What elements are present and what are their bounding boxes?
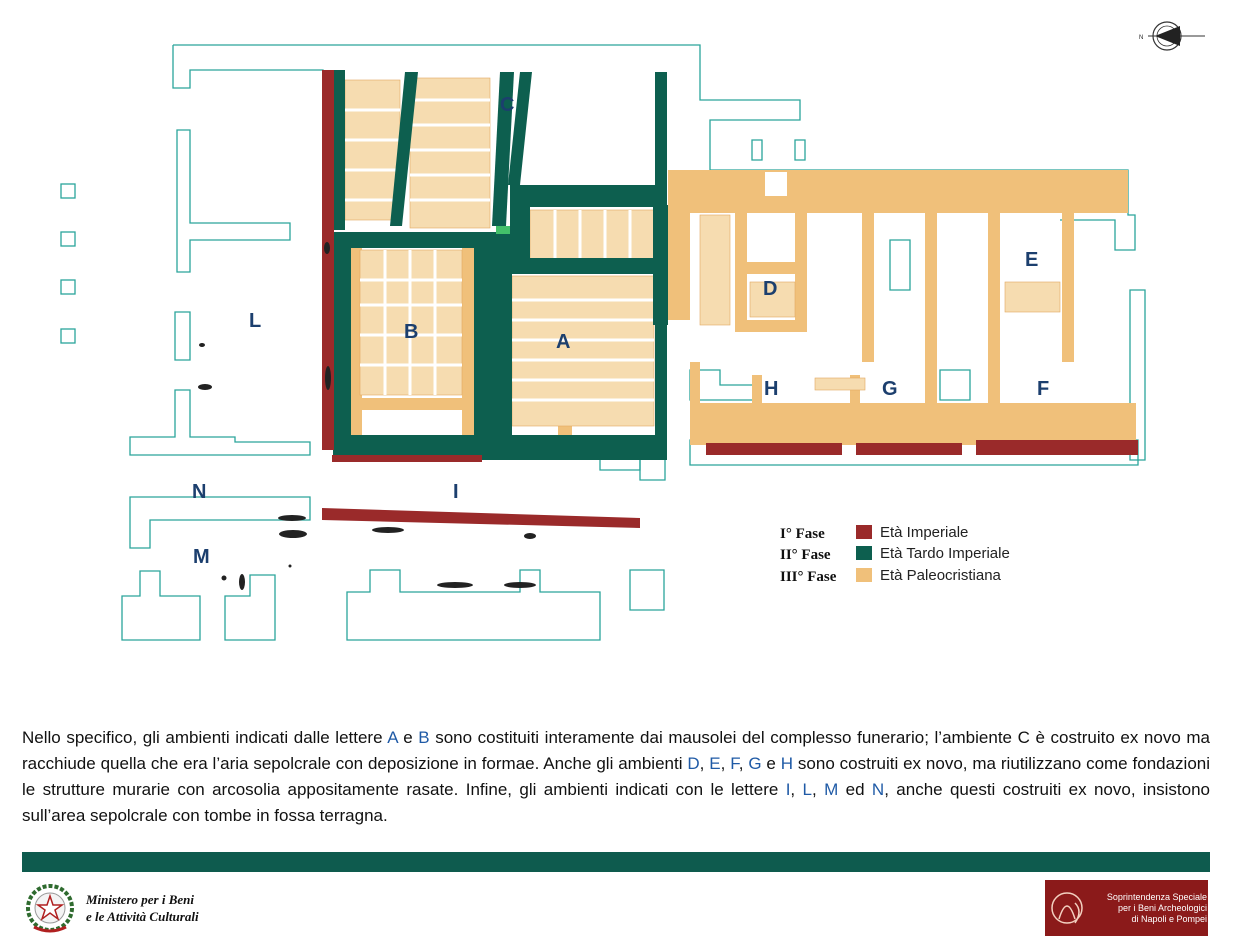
ministry-name <box>86 891 199 925</box>
legend-swatch-3 <box>856 568 872 582</box>
room-label-e: E <box>1025 249 1039 271</box>
sopr-line-2: per i Beni Archeologici <box>1117 902 1207 913</box>
desc-sep: , <box>699 754 710 773</box>
green-marker <box>496 226 510 234</box>
ref-i: I <box>785 780 791 799</box>
sopr-line-3: di Napoli e Pompei <box>1131 913 1207 924</box>
ministry-logo <box>24 880 199 936</box>
legend-swatch-2 <box>856 546 872 560</box>
ref-f: F <box>730 754 739 773</box>
ref-g: G <box>748 754 762 773</box>
desc-part: sono costituiti interamente dai mausolei del complesso funerario; l’ambiente C è costruito ex novo ma racchiude quella che era l’aria sepolcrale con deposizione in formae. Anche gli ambienti <box>22 728 1210 773</box>
ref-e: E <box>709 754 721 773</box>
room-label-m: M <box>193 546 210 568</box>
legend-era-3: Età Paleocristiana <box>880 567 1001 584</box>
desc-part: e <box>397 728 419 747</box>
formae-grids <box>345 78 1060 426</box>
room-label-n: N <box>192 481 207 503</box>
outline-pillars <box>61 184 75 343</box>
desc-sep: ed <box>838 780 872 799</box>
sopr-line-1: Soprintendenza Speciale <box>1106 891 1207 902</box>
desc-sep: , <box>738 754 749 773</box>
legend-phase-2: II° Fase <box>780 547 831 563</box>
room-label-d: D <box>763 278 778 300</box>
ref-n: N <box>871 780 885 799</box>
ref-m: M <box>824 780 839 799</box>
ref-h: H <box>780 754 794 773</box>
legend-era-2: Età Tardo Imperiale <box>880 545 1010 562</box>
desc-part: Nello specifico, gli ambienti indicati dalle lettere <box>22 728 388 747</box>
room-label-f: F <box>1037 378 1050 400</box>
legend <box>780 524 1010 585</box>
ministry-line-2: e le Attività Culturali <box>86 909 199 924</box>
footer-band <box>22 852 1210 872</box>
soprintendenza-name <box>1097 892 1207 925</box>
ref-l: L <box>802 780 812 799</box>
room-label-c: C <box>500 94 515 116</box>
room-label-i: I <box>453 481 459 503</box>
italian-emblem-icon <box>24 881 76 935</box>
legend-phase-1: I° Fase <box>780 526 825 542</box>
ref-a: A <box>387 728 398 747</box>
room-label-b: B <box>404 321 419 343</box>
desc-sep: e <box>761 754 781 773</box>
room-label-l: L <box>249 310 262 332</box>
desc-part: , anche questi costruiti ex novo, insistono sull’area sepolcrale con tombe in fossa terragna. <box>22 780 1211 825</box>
desc-part: sono costruiti ex novo, ma riutilizzano come fondazioni le strutture murarie con arcosolia appositamente rasate. Infine, gli ambienti indicati con le lettere <box>22 754 1211 799</box>
soprintendenza-emblem-icon <box>1045 883 1091 933</box>
compass-letter: N <box>1139 35 1144 41</box>
legend-era-1: Età Imperiale <box>880 524 969 541</box>
desc-sep: , <box>720 754 731 773</box>
desc-sep: , <box>811 780 825 799</box>
room-label-a: A <box>556 331 571 353</box>
room-label-h: H <box>764 378 779 400</box>
description-text <box>22 725 1210 829</box>
room-label-g: G <box>882 378 898 400</box>
desc-sep: , <box>790 780 803 799</box>
ref-b: B <box>418 728 430 747</box>
compass-icon <box>1139 22 1205 50</box>
legend-swatch-1 <box>856 525 872 539</box>
ministry-line-1: Ministero per i Beni <box>86 892 194 907</box>
soprintendenza-logo <box>1045 880 1208 936</box>
legend-phase-3: III° Fase <box>780 569 837 585</box>
ref-d: D <box>687 754 700 773</box>
